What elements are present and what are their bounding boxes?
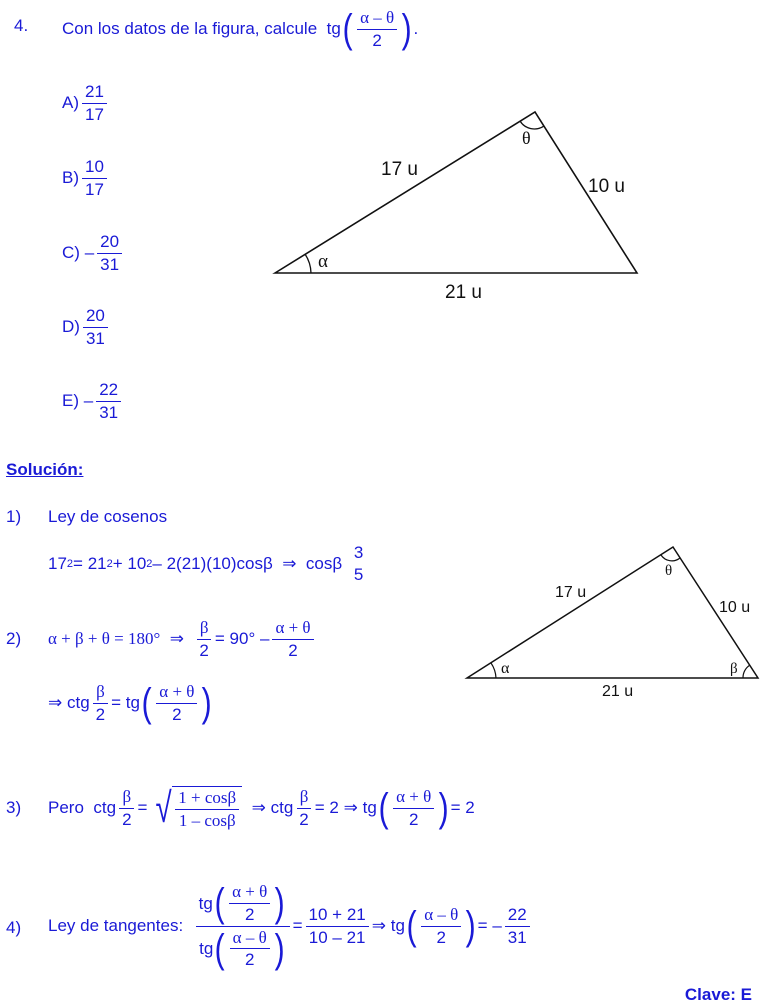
beta-label-2: β [730,661,738,677]
step4-equation: Ley de tangentes: tg ( $\frac{\alpha + \theta}{2}$ ) tg ( $\frac{\alpha - \theta}{2}$ ) = $\frac{10 + 21}{10 - 21}$ ⇒ tg ( $\frac{\alpha - \theta}{2}$ ) = – $\frac{22}{31}$ [48,868,533,984]
triangle-2 [467,547,758,678]
alpha-label-1: α [318,251,328,272]
side-label-10: 10 u [588,176,625,197]
beta-arc-2 [743,665,750,678]
step2-number: 2) [6,629,22,648]
step1-equation: 17 2 = 21 2 + 10 2 – 2(21)(10)cosβ ⇒ cosβ 3 5 [48,543,364,584]
step3-equation: Pero ctg $\frac{\beta}{2}$ = √ $\frac{1 + \cos\beta}{1 - \cos\beta}$ ⇒ ctg $\frac{\beta}{2}$ = 2 ⇒ tg ( $\frac{\alpha + \theta}{2}$ ) = 2 [48,784,475,831]
problem-number: 4. [14,16,29,35]
option-e: E) – $\frac{22}{31}$ [62,380,124,422]
side-label-21-b: 21 u [602,683,634,700]
alpha-arc-1 [305,254,311,273]
step1-title: Ley de cosenos [48,507,168,526]
sqrt-expression: √ $\frac{1 + \cos\beta}{1 - \cos\beta}$ [152,786,242,830]
solution-heading: Solución: [6,460,84,479]
tg-label: tg [326,19,341,38]
problem-statement: Con los datos de la figura, calcule tg ( $\frac{\alpha - \theta}{2}$ ) . [62,7,419,51]
problem-fraction: $\frac{\alpha - \theta}{2}$ [357,8,397,50]
side-label-17: 17 u [381,159,418,180]
option-a: A) $\frac{21}{17}$ [62,82,110,124]
option-b: B) $\frac{10}{17}$ [62,157,110,199]
tangent-ratio: tg ( $\frac{\alpha + \theta}{2}$ ) tg ( $\frac{\alpha - \theta}{2}$ ) [196,882,290,969]
step2-line2: ⇒ ctg $\frac{\beta}{2}$ = tg ( $\frac{\alpha + \theta}{2}$ ) [48,681,213,725]
step1-number: 1) [6,507,22,526]
answer-key: Clave: E [684,985,752,1004]
option-d: D) $\frac{20}{31}$ [62,306,111,348]
option-c: C) – $\frac{20}{31}$ [62,232,125,274]
theta-label-2: θ [665,563,673,579]
triangle-figure-2 [0,530,760,710]
problem-text: Con los datos de la figura, calcule [62,19,318,38]
step4-number: 4) [6,918,22,937]
triangle-1 [275,112,637,273]
left-paren: ( [342,7,353,51]
right-paren: ) [401,7,412,51]
side-label-21: 21 u [445,282,482,303]
step3-number: 3) [6,798,22,817]
side-label-10-b: 10 u [719,599,751,616]
alpha-label-2: α [501,660,510,677]
theta-arc-2 [661,555,680,561]
step2-equation: α + β + θ = 180° ⇒ $\frac{\beta}{2}$ = 90° – $\frac{\alpha + \theta}{2}$ [48,614,317,664]
triangle-figure-1 [0,0,760,330]
side-label-17-b: 17 u [555,584,587,601]
theta-label-1: θ [522,128,531,148]
alpha-arc-2 [491,663,496,678]
